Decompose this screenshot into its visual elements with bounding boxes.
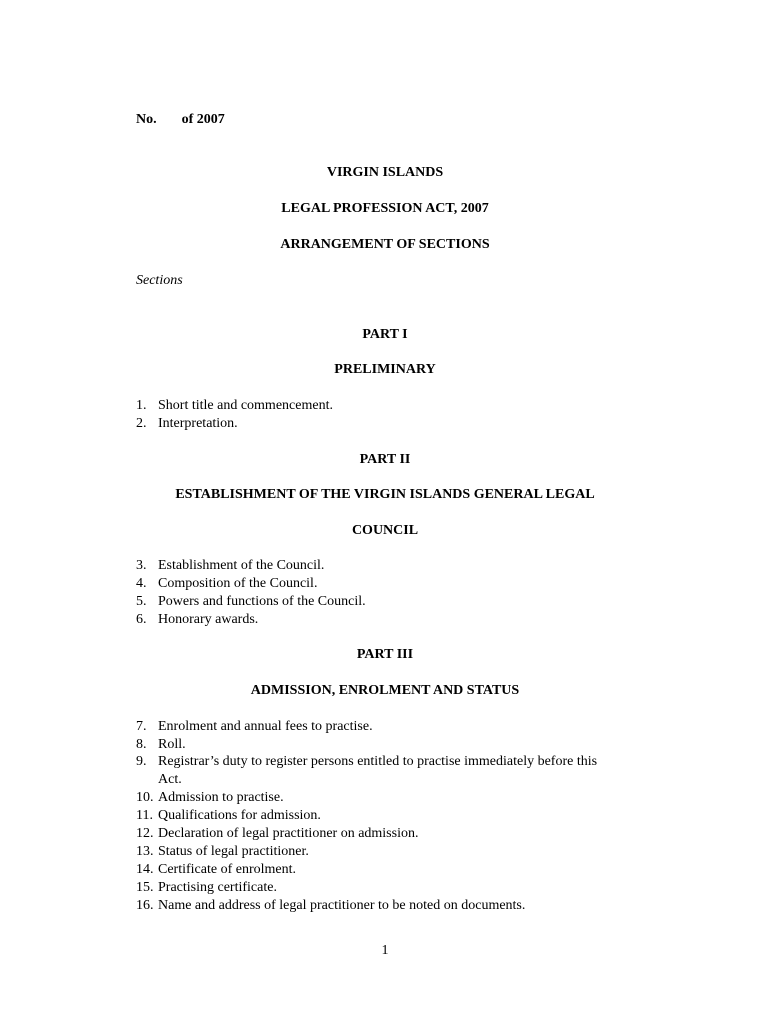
section-title: Registrar’s duty to register persons entitled to practise immediately before this: [158, 754, 598, 769]
section-number: 4.: [136, 576, 147, 591]
part3-heading: PART III: [356, 647, 414, 662]
section-title: Enrolment and annual fees to practise.: [158, 719, 373, 734]
part2-heading: PART II: [359, 452, 411, 467]
section-number: 6.: [136, 612, 147, 627]
section-title: Short title and commencement.: [158, 398, 333, 413]
section-item: [136, 898, 525, 914]
act-number-line: [136, 112, 225, 128]
act-year-label: of 2007: [181, 112, 225, 127]
section-item: [136, 862, 296, 878]
section-number: 11.: [136, 808, 153, 823]
section-title: Certificate of enrolment.: [158, 862, 296, 877]
part2-subheading-line1: ESTABLISHMENT OF THE VIRGIN ISLANDS GENERAL LEGAL: [175, 487, 595, 502]
section-item: [136, 594, 366, 610]
section-number: 3.: [136, 558, 147, 573]
section-item: [136, 790, 284, 806]
section-item: [136, 719, 373, 735]
section-number: 1.: [136, 398, 147, 413]
section-number: 9.: [136, 754, 147, 769]
part1-heading: PART I: [362, 327, 408, 342]
section-title: Practising certificate.: [158, 880, 277, 895]
section-number: 16.: [136, 898, 154, 913]
section-title: Establishment of the Council.: [158, 558, 325, 573]
section-item: [136, 826, 418, 842]
section-item: [136, 612, 258, 628]
section-title: Declaration of legal practitioner on admission.: [158, 826, 419, 841]
section-title: Admission to practise.: [158, 790, 284, 805]
section-number: 12.: [136, 826, 154, 841]
section-title: Powers and functions of the Council.: [158, 594, 366, 609]
part1-subheading: PRELIMINARY: [334, 362, 436, 377]
page-number: 1: [381, 943, 389, 958]
territory-title: VIRGIN ISLANDS: [326, 165, 444, 180]
part3-subheading: ADMISSION, ENROLMENT AND STATUS: [250, 683, 520, 698]
section-number: 5.: [136, 594, 147, 609]
section-number: 14.: [136, 862, 154, 877]
section-number: 13.: [136, 844, 154, 859]
section-item: [136, 737, 186, 753]
section-title: Honorary awards.: [158, 612, 259, 627]
section-number: 8.: [136, 737, 147, 752]
section-title: Name and address of legal practitioner to be noted on documents.: [158, 898, 526, 913]
act-title: LEGAL PROFESSION ACT, 2007: [281, 201, 489, 216]
section-title: Qualifications for admission.: [158, 808, 321, 823]
section-number: 7.: [136, 719, 147, 734]
section-number: 2.: [136, 416, 147, 431]
section-item: [136, 576, 317, 592]
section-item: [136, 880, 277, 896]
section-item: [136, 844, 309, 860]
section-item: [136, 398, 333, 414]
arrangement-title: ARRANGEMENT OF SECTIONS: [280, 237, 490, 252]
act-number-label: No.: [136, 112, 157, 127]
section-item: [136, 558, 324, 574]
section-number: 15.: [136, 880, 154, 895]
section-number: 10.: [136, 790, 154, 805]
sections-label: Sections: [136, 273, 183, 288]
section-title-continuation: Act.: [158, 772, 182, 787]
part2-subheading-line2: COUNCIL: [351, 523, 419, 538]
section-title: Roll.: [158, 737, 186, 752]
section-item: [136, 416, 238, 432]
section-title: Composition of the Council.: [158, 576, 318, 591]
section-item: [136, 808, 321, 824]
section-title: Interpretation.: [158, 416, 238, 431]
section-item: [136, 754, 597, 770]
section-title: Status of legal practitioner.: [158, 844, 309, 859]
